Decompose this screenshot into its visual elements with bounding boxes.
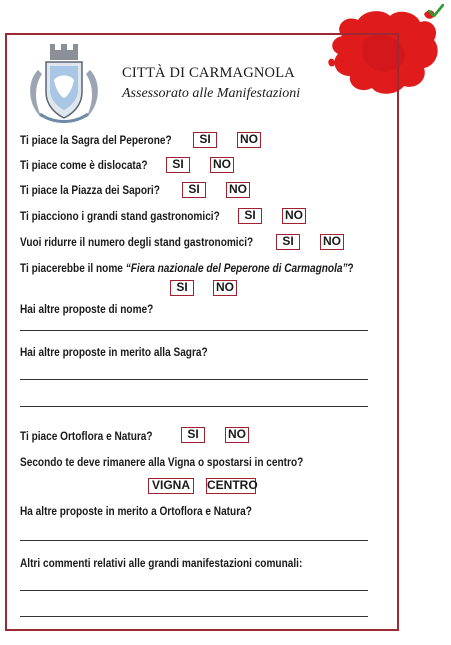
answer-line[interactable] [20, 540, 368, 541]
answer-line[interactable] [20, 616, 368, 617]
question-vigna-centro: Secondo te deve rimanere alla Vigna o spostarsi in centro? [20, 455, 304, 469]
q4-no-box[interactable]: NO [282, 208, 306, 224]
q4-yes-box[interactable]: SI [238, 208, 262, 224]
q5-no-box[interactable]: NO [320, 234, 344, 250]
question-grandi-stand: Ti piacciono i grandi stand gastronomici? [20, 209, 220, 223]
q2-yes-box[interactable]: SI [166, 157, 190, 173]
green-checkmark-icon [428, 4, 444, 18]
question-altre-proposte-sagra: Hai altre proposte in merito alla Sagra? [20, 345, 208, 359]
office-name: Assessorato alle Manifestazioni [122, 86, 301, 101]
q6-no-box[interactable]: NO [213, 280, 237, 296]
question-dislocata: Ti piace come è dislocata? [20, 158, 148, 172]
q6-prefix: Ti piacerebbe il nome [20, 261, 126, 275]
q5-yes-box[interactable]: SI [276, 234, 300, 250]
coat-of-arms-icon [24, 40, 104, 124]
q3-yes-box[interactable]: SI [182, 182, 206, 198]
answer-line[interactable] [20, 406, 368, 407]
q3-no-box[interactable]: NO [226, 182, 250, 198]
q6-suffix: ? [347, 261, 354, 275]
centro-box[interactable]: CENTRO [207, 478, 258, 492]
question-ridurre-stand: Vuoi ridurre il numero degli stand gastronomici? [20, 235, 254, 249]
question-piazza-sapori: Ti piace la Piazza dei Sapori? [20, 183, 160, 197]
answer-line[interactable] [20, 330, 368, 331]
q1-no-box[interactable]: NO [237, 132, 261, 148]
question-altri-commenti: Altri commenti relativi alle grandi manifestazioni comunali: [20, 556, 303, 570]
question-sagra: Ti piace la Sagra del Peperone? [20, 133, 172, 147]
q6-proposed-name: “Fiera nazionale del Peperone di Carmagnola” [125, 261, 348, 275]
vigna-box[interactable]: VIGNA [148, 478, 194, 494]
q1-yes-box[interactable]: SI [193, 132, 217, 148]
answer-line[interactable] [20, 379, 368, 380]
city-name: CITTÀ DI CARMAGNOLA [122, 65, 295, 81]
q6-yes-box[interactable]: SI [170, 280, 194, 296]
q9-no-box[interactable]: NO [225, 427, 249, 443]
question-ortoflora: Ti piace Ortoflora e Natura? [20, 429, 153, 443]
q9-yes-box[interactable]: SI [181, 427, 205, 443]
q2-no-box[interactable]: NO [210, 157, 234, 173]
question-altre-proposte-nome: Hai altre proposte di nome? [20, 302, 154, 316]
answer-line[interactable] [20, 590, 368, 591]
question-proposte-ortoflora: Ha altre proposte in merito a Ortoflora e Natura? [20, 504, 252, 518]
question-nome-fiera [20, 261, 354, 275]
